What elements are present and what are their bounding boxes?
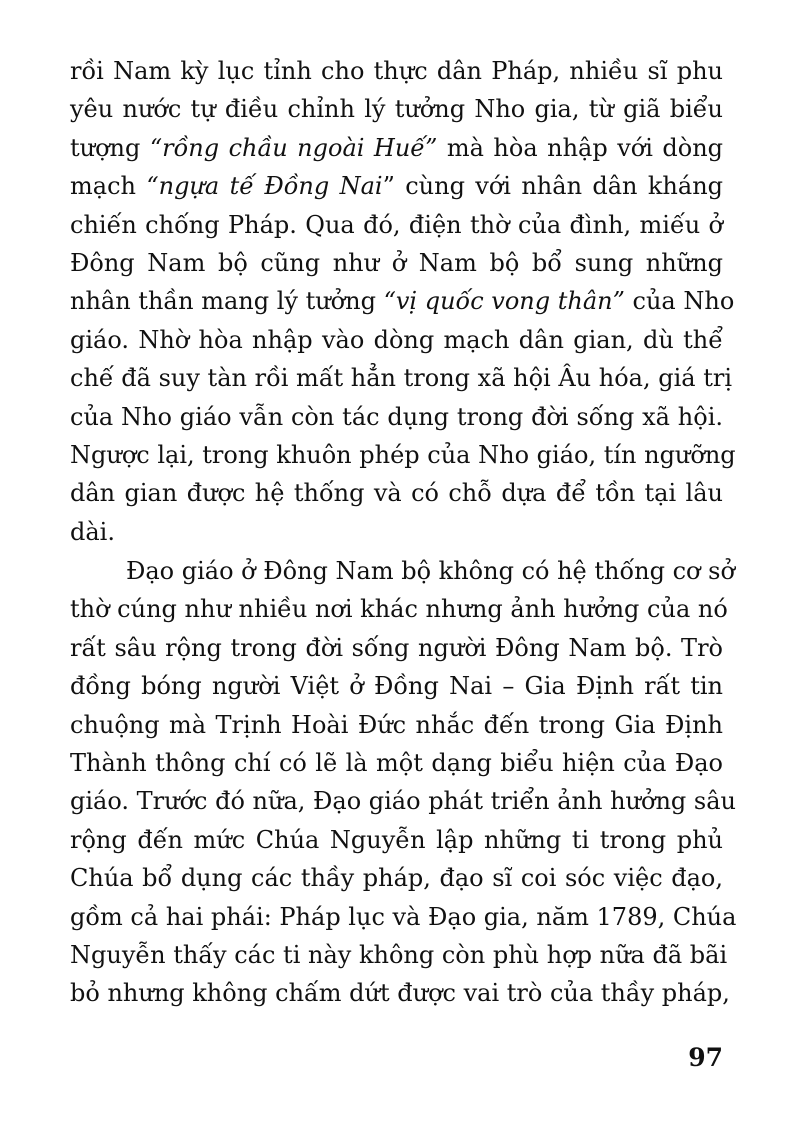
text-segment: ” cùng với nhân dân kháng (382, 172, 724, 201)
text-line: thờ cúng như nhiều nơi khác nhưng ảnh hưởng của nó (70, 595, 728, 624)
paragraph-confucianism (70, 52, 736, 551)
italic-quote: “vị quốc vong thân” (383, 287, 625, 316)
text-line (70, 167, 723, 205)
text-line: giáo. Trước đó nữa, Đạo giáo phát triển ảnh hưởng sâu (70, 787, 736, 816)
text-line: của Nho giáo vẫn còn tác dụng trong đời sống xã hội. (70, 402, 723, 431)
text-line: giáo. Nhờ hòa nhập vào dòng mạch dân gian, dù thể (70, 325, 723, 354)
text-segment: nhân thần mang lý tưởng (70, 287, 384, 316)
text-segment: mạch (70, 172, 147, 201)
text-line: Thành thông chí có lẽ là một dạng biểu hiện của Đạo (70, 748, 723, 777)
text-segment: mà hòa nhập với dòng (437, 133, 724, 162)
text-line: rất sâu rộng trong đời sống người Đông Nam bộ. Trò (70, 633, 723, 662)
italic-quote: “rồng chầu ngoài Huế” (149, 133, 438, 162)
text-line: Chúa bổ dụng các thầy pháp, đạo sĩ coi sóc việc đạo, (70, 864, 723, 893)
text-line: yêu nước tự điều chỉnh lý tưởng Nho gia, từ giã biểu (70, 95, 723, 124)
text-line: chiến chống Pháp. Qua đó, điện thờ của đình, miếu ở (70, 210, 723, 239)
text-line (70, 129, 723, 167)
text-line: dài. (70, 517, 115, 546)
text-line: gồm cả hai phái: Pháp lục và Đạo gia, năm 1789, Chúa (70, 902, 737, 931)
text-segment: tượng (70, 133, 150, 162)
text-line: Ngược lại, trong khuôn phép của Nho giáo, tín ngưỡng (70, 440, 736, 469)
text-line: Đông Nam bộ cũng như ở Nam bộ bổ sung những (70, 248, 723, 277)
page-number: 97 (688, 1043, 723, 1072)
text-line: bỏ nhưng không chấm dứt được vai trò của thầy pháp, (70, 979, 730, 1008)
text-line: dân gian được hệ thống và có chỗ dựa để tồn tại lâu (70, 479, 723, 508)
text-line (70, 282, 735, 320)
text-line: đồng bóng người Việt ở Đồng Nai – Gia Định rất tin (70, 672, 723, 701)
text-line: chuộng mà Trịnh Hoài Đức nhắc đến trong Gia Định (70, 710, 723, 739)
text-line: chế đã suy tàn rồi mất hẳn trong xã hội Âu hóa, giá trị (70, 364, 733, 393)
text-line: rộng đến mức Chúa Nguyễn lập những ti trong phủ (70, 825, 723, 854)
paragraph-taoism (70, 552, 737, 1013)
text-line: Nguyễn thấy các ti này không còn phù hợp nữa đã bãi (70, 940, 728, 969)
text-segment: của Nho (624, 287, 735, 316)
text-line: Đạo giáo ở Đông Nam bộ không có hệ thống cơ sở (126, 557, 735, 585)
text-line: rồi Nam kỳ lục tỉnh cho thực dân Pháp, nhiều sĩ phu (70, 57, 723, 85)
italic-quote: “ngựa tế Đồng Nai (146, 172, 383, 201)
